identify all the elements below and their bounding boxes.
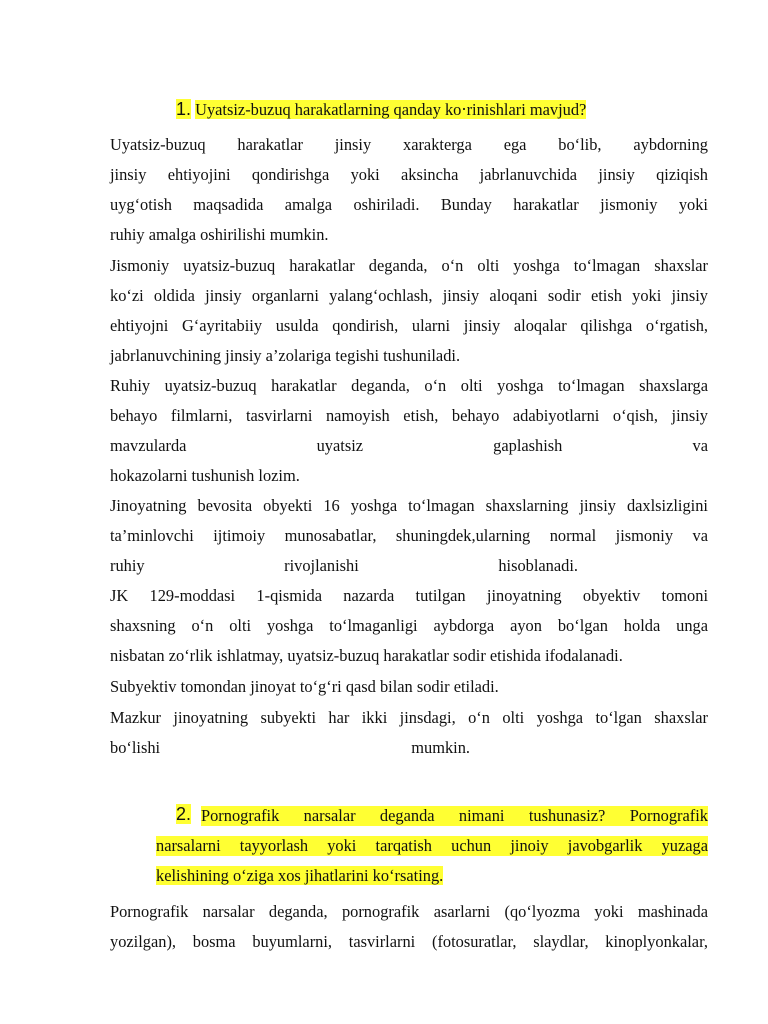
body-line: hokazolarni tushunish lozim. xyxy=(110,466,300,485)
body-line: Ruhiy uyatsiz-buzuq harakatlar deganda, o‘n olti yoshga to‘lmagan shaxslarga xyxy=(110,376,708,395)
heading-2-number: 2. xyxy=(176,804,192,824)
heading-1-text: Uyatsiz-buzuq harakatlarning qanday ko‧rinishlari mavjud? xyxy=(195,100,587,119)
body-line: yozilgan), bosma buyumlarni, tasvirlarni (fotosuratlar, slaydlar, kinoplyonkalar, xyxy=(110,932,708,951)
heading-2-line-3: kelishining o‘ziga xos jihatlarini ko‘rsating. xyxy=(156,866,444,885)
body-line: ko‘zi oldida jinsiy organlarni yalang‘ochlash, jinsiy aloqani sodir etish yoki jinsiy xyxy=(110,286,708,305)
heading-1-number: 1. xyxy=(176,99,192,119)
body-line: nisbatan zo‘rlik ishlatmay, uyatsiz-buzuq harakatlar sodir etishida ifodalanadi. xyxy=(110,646,623,665)
body-line: ehtiyojni G‘ayritabiiy usulda qondirish, ularni jinsiy aloqalar qilishga o‘rgatish, xyxy=(110,316,708,335)
body-line: Pornografik narsalar deganda, pornografik asarlarni (qo‘lyozma yoki mashinada xyxy=(110,902,708,921)
body-line: Jismoniy uyatsiz-buzuq harakatlar deganda, o‘n olti yoshga to‘lmagan shaxslar xyxy=(110,256,708,275)
body-line: Jinoyatning bevosita obyekti 16 yoshga to‘lmagan shaxslarning jinsiy daxlsizligini xyxy=(110,496,708,515)
body-line: behayo filmlarni, tasvirlarni namoyish etish, behayo adabiyotlarni o‘qish, jinsiy xyxy=(110,406,708,425)
body-line: ruhiy amalga oshirilishi mumkin. xyxy=(110,225,329,244)
body-line: ruhiy rivojlanishi hisoblanadi. xyxy=(110,556,578,575)
body-line: bo‘lishi mumkin. xyxy=(110,738,470,757)
body-line: JK 129-moddasi 1-qismida nazarda tutilgan jinoyatning obyektiv tomoni xyxy=(110,586,708,605)
heading-2-line-1: Pornografik narsalar deganda nimani tushunasiz? Pornografik xyxy=(201,806,708,825)
heading-2-line-2: narsalarni tayyorlash yoki tarqatish uchun jinoiy javobgarlik yuzaga xyxy=(156,836,708,855)
body-line: ta’minlovchi ijtimoiy munosabatlar, shuningdek,ularning normal jismoniy va xyxy=(110,526,708,545)
body-line: Subyektiv tomondan jinoyat to‘g‘ri qasd bilan sodir etiladi. xyxy=(110,677,499,696)
body-line: jinsiy ehtiyojini qondirishga yoki aksincha jabrlanuvchida jinsiy qiziqish xyxy=(110,165,708,184)
body-line: Mazkur jinoyatning subyekti har ikki jinsdagi, o‘n olti yoshga to‘lgan shaxslar xyxy=(110,708,708,727)
body-line: shaxsning o‘n olti yoshga to‘lmaganligi aybdorga ayon bo‘lgan holda unga xyxy=(110,616,708,635)
body-line: uyg‘otish maqsadida amalga oshiriladi. Bunday harakatlar jismoniy yoki xyxy=(110,195,708,214)
body-line: jabrlanuvchining jinsiy a’zolariga tegishi tushuniladi. xyxy=(110,346,461,365)
body-line: Uyatsiz-buzuq harakatlar jinsiy xarakterga ega bo‘lib, aybdorning xyxy=(110,135,708,154)
heading-1 xyxy=(176,99,586,120)
body-line: mavzularda uyatsiz gaplashish va xyxy=(110,436,708,455)
